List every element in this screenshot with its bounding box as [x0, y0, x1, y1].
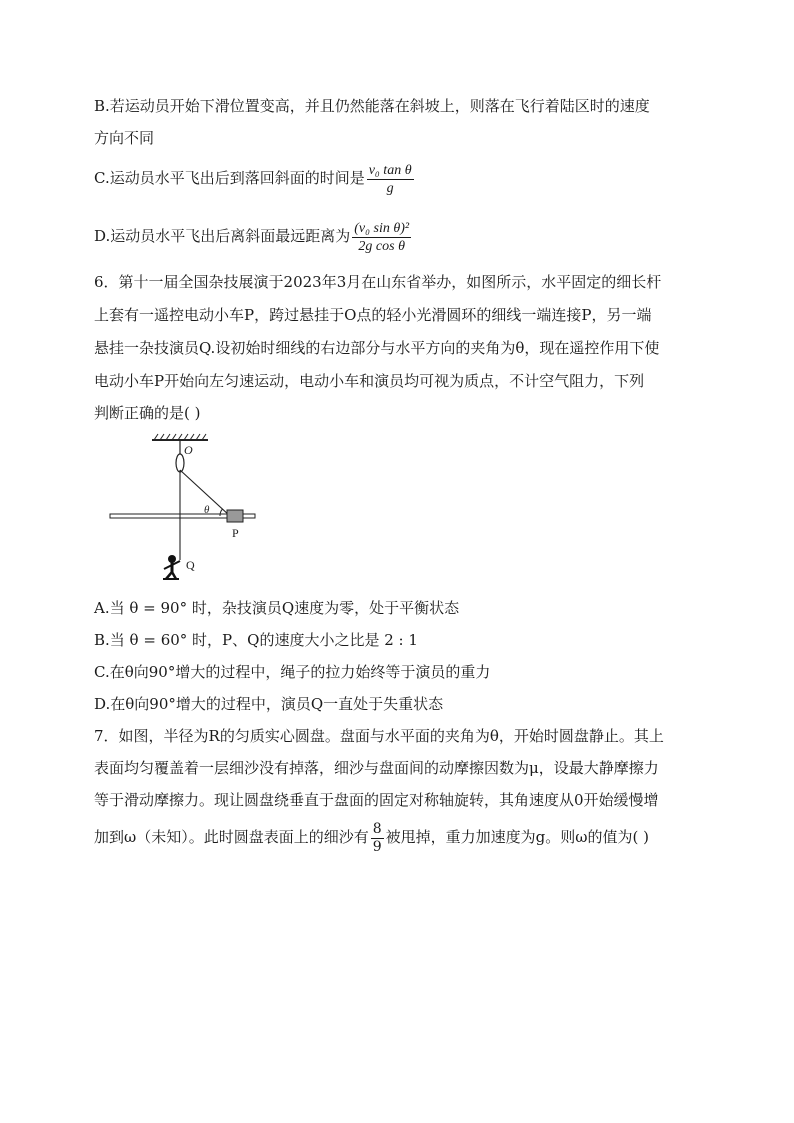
q6-stem-line4: 电动小车P开始向左匀速运动，电动小车和演员均可视为质点，不计空气阻力，下列: [94, 372, 645, 390]
ceiling-support: [152, 434, 208, 440]
q7-fraction-numerator: 8: [372, 820, 382, 837]
q7-fraction: [371, 821, 384, 856]
label-o: O: [184, 443, 193, 457]
q5-option-d-denominator: 2g cos θ: [358, 238, 405, 254]
q6-stem-line3: 悬挂一杂技演员Q.设初始时细线的右边部分与水平方向的夹角为θ，现在遥控作用下使: [94, 339, 660, 357]
q6-option-b: B.当 θ = 60° 时，P、Q的速度大小之比是 2 : 1: [94, 631, 418, 649]
q5-option-d: [94, 216, 413, 256]
performer-q: [163, 555, 180, 579]
label-p: P: [232, 526, 239, 540]
car-p: [227, 510, 243, 522]
q6-stem-line5: 判断正确的是( ): [94, 404, 201, 422]
q7-stem-line2: 表面均匀覆盖着一层细沙没有掉落，细沙与盘面间的动摩擦因数为μ，设最大静摩擦力: [94, 759, 659, 777]
q6-option-d: D.在θ向90°增大的过程中，演员Q一直处于失重状态: [94, 695, 444, 713]
q5-option-c-numerator: v₀ tan θ: [368, 162, 412, 178]
q6-option-a: A.当 θ = 90° 时，杂技演员Q速度为零，处于平衡状态: [94, 599, 460, 617]
q5-option-c-denominator: g: [386, 180, 394, 196]
q5-option-d-numerator: (v₀ sin θ)²: [354, 220, 410, 236]
q5-option-d-fraction: [352, 220, 411, 255]
q5-option-c-text: C.运动员水平飞出后到落回斜面的时间是: [94, 169, 365, 187]
label-q: Q: [186, 558, 195, 572]
q7-fraction-denominator: 9: [372, 838, 382, 855]
q5-option-d-text: D.运动员水平飞出后离斜面最远距离为: [94, 227, 351, 245]
q7-stem-line1: 7．如图，半径为R的匀质实心圆盘。盘面与水平面的夹角为θ，开始时圆盘静止。其上: [94, 727, 664, 745]
q7-stem-line3: 等于滑动摩擦力。现让圆盘绕垂直于盘面的固定对称轴旋转，其角速度从0开始缓慢增: [94, 791, 659, 809]
label-theta: θ: [204, 504, 210, 516]
q6-stem-line1: 6．第十一届全国杂技展演于2023年3月在山东省举办，如图所示，水平固定的细长杆: [94, 273, 662, 291]
smooth-ring: [176, 454, 184, 472]
q5-option-c: [94, 160, 416, 197]
q5-option-b-line2: 方向不同: [94, 129, 155, 147]
q6-figure: [100, 430, 270, 585]
q6-option-c: C.在θ向90°增大的过程中，绳子的拉力始终等于演员的重力: [94, 663, 491, 681]
q5-option-c-fraction: [367, 162, 414, 197]
q6-stem-line2: 上套有一遥控电动小车P，跨过悬挂于O点的轻小光滑圆环的细线一端连接P，另一端: [94, 306, 652, 324]
q7-stem-line4: [94, 818, 649, 856]
q7-stem-line4-end: 被甩掉，重力加速度为g。则ω的值为( ): [385, 828, 649, 846]
q5-option-b-line1: B.若运动员开始下滑位置变高，并且仍然能落在斜坡上，则落在飞行着陆区时的速度: [94, 97, 650, 115]
q7-stem-line4-start: 加到ω（未知）。此时圆盘表面上的细沙有: [94, 828, 369, 846]
